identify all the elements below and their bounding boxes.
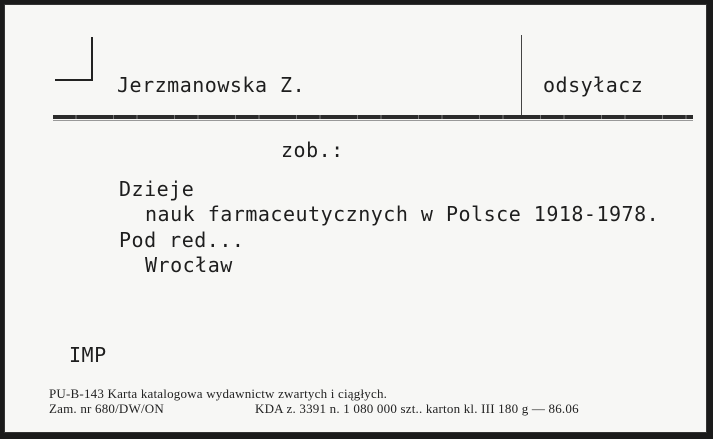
author-heading: Jerzmanowska Z. <box>117 73 306 97</box>
header-rule <box>53 115 693 119</box>
corner-mark-vertical <box>91 37 93 81</box>
footer-order: Zam. nr 680/DW/ON <box>49 401 164 416</box>
corner-mark-horizontal <box>55 79 93 81</box>
editor-line: Pod red... <box>119 228 245 252</box>
card-type-label: odsyłacz <box>543 73 644 97</box>
catalog-card <box>4 4 707 433</box>
footer-print-info: KDA z. 3391 n. 1 080 000 szt.. karton kl. III 180 g — 86.06 <box>255 401 579 416</box>
see-reference: zob.: <box>281 138 344 162</box>
stamp-imp: IMP <box>69 343 107 367</box>
header-rule-thin <box>53 120 693 121</box>
header-divider <box>521 35 522 117</box>
title-line-2: nauk farmaceutycznych w Polsce 1918-1978. <box>145 202 660 226</box>
title-line-1: Dzieje <box>119 177 195 201</box>
place-line: Wrocław <box>145 253 233 277</box>
footer-form-line: PU-B-143 Karta katalogowa wydawnictw zwartych i ciągłych. <box>49 386 388 401</box>
